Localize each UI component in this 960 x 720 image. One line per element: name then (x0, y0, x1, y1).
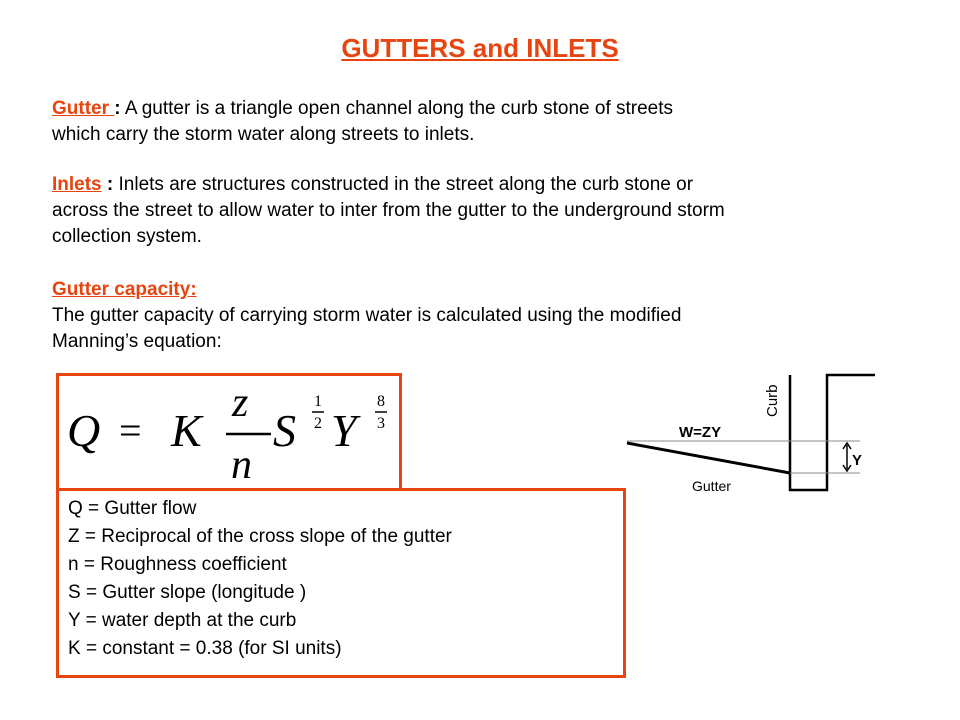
page-title: GUTTERS and INLETS (341, 33, 619, 63)
gutter-definition (52, 96, 922, 148)
definitions-box (56, 488, 626, 678)
inlets-text-line1: Inlets are structures constructed in the street along the curb stone or (113, 174, 694, 195)
formula-y-exp-den: 3 (377, 415, 385, 432)
capacity-section (52, 277, 922, 355)
formula-y-exp-num: 8 (377, 393, 385, 410)
inlets-term: Inlets (52, 174, 102, 195)
width-label: W=ZY (679, 424, 722, 441)
definition-y: Y = water depth at the curb (68, 610, 297, 631)
formula-s-exp-num: 1 (314, 393, 322, 410)
capacity-text-line1: The gutter capacity of carrying storm water is calculated using the modified (52, 305, 682, 326)
gutter-cross-section-diagram (615, 365, 885, 500)
formula-q: Q (67, 405, 101, 456)
definition-z: Z = Reciprocal of the cross slope of the gutter (68, 526, 452, 547)
formula-equals: = (119, 408, 142, 453)
capacity-colon: : (190, 279, 197, 300)
definition-s: S = Gutter slope (longitude ) (68, 582, 307, 603)
inlets-text-line3: collection system. (52, 226, 202, 247)
capacity-text-line2: Manning’s equation: (52, 331, 222, 352)
gutter-slope-line (627, 443, 790, 473)
formula-n: n (231, 442, 252, 488)
definition-q: Q = Gutter flow (68, 498, 197, 519)
gutter-separator: : (114, 98, 121, 119)
gutter-text-line2: which carry the storm water along streets to inlets. (52, 124, 475, 145)
inlets-text-line2: across the street to allow water to inter from the gutter to the underground storm (52, 200, 725, 221)
inlets-separator: : (101, 174, 114, 195)
formula-y: Y (331, 405, 357, 456)
gutter-term: Gutter (52, 98, 115, 119)
formula-s: S (273, 405, 296, 456)
formula-s-exp-den: 2 (314, 415, 322, 432)
gutter-text-line1: A gutter is a triangle open channel along the curb stone of streets (120, 98, 674, 119)
capacity-term: Gutter capacity (52, 279, 191, 300)
gutter-label: Gutter (692, 478, 731, 494)
definition-n: n = Roughness coefficient (68, 554, 287, 575)
depth-label: Y (852, 452, 863, 469)
inlets-definition (52, 172, 922, 250)
manning-formula (59, 376, 399, 488)
definition-k: K = constant = 0.38 (for SI units) (68, 638, 342, 659)
formula-k: K (171, 405, 202, 456)
curb-label: Curb (764, 384, 781, 417)
formula-z: z (232, 380, 249, 426)
formula-box (56, 373, 402, 491)
